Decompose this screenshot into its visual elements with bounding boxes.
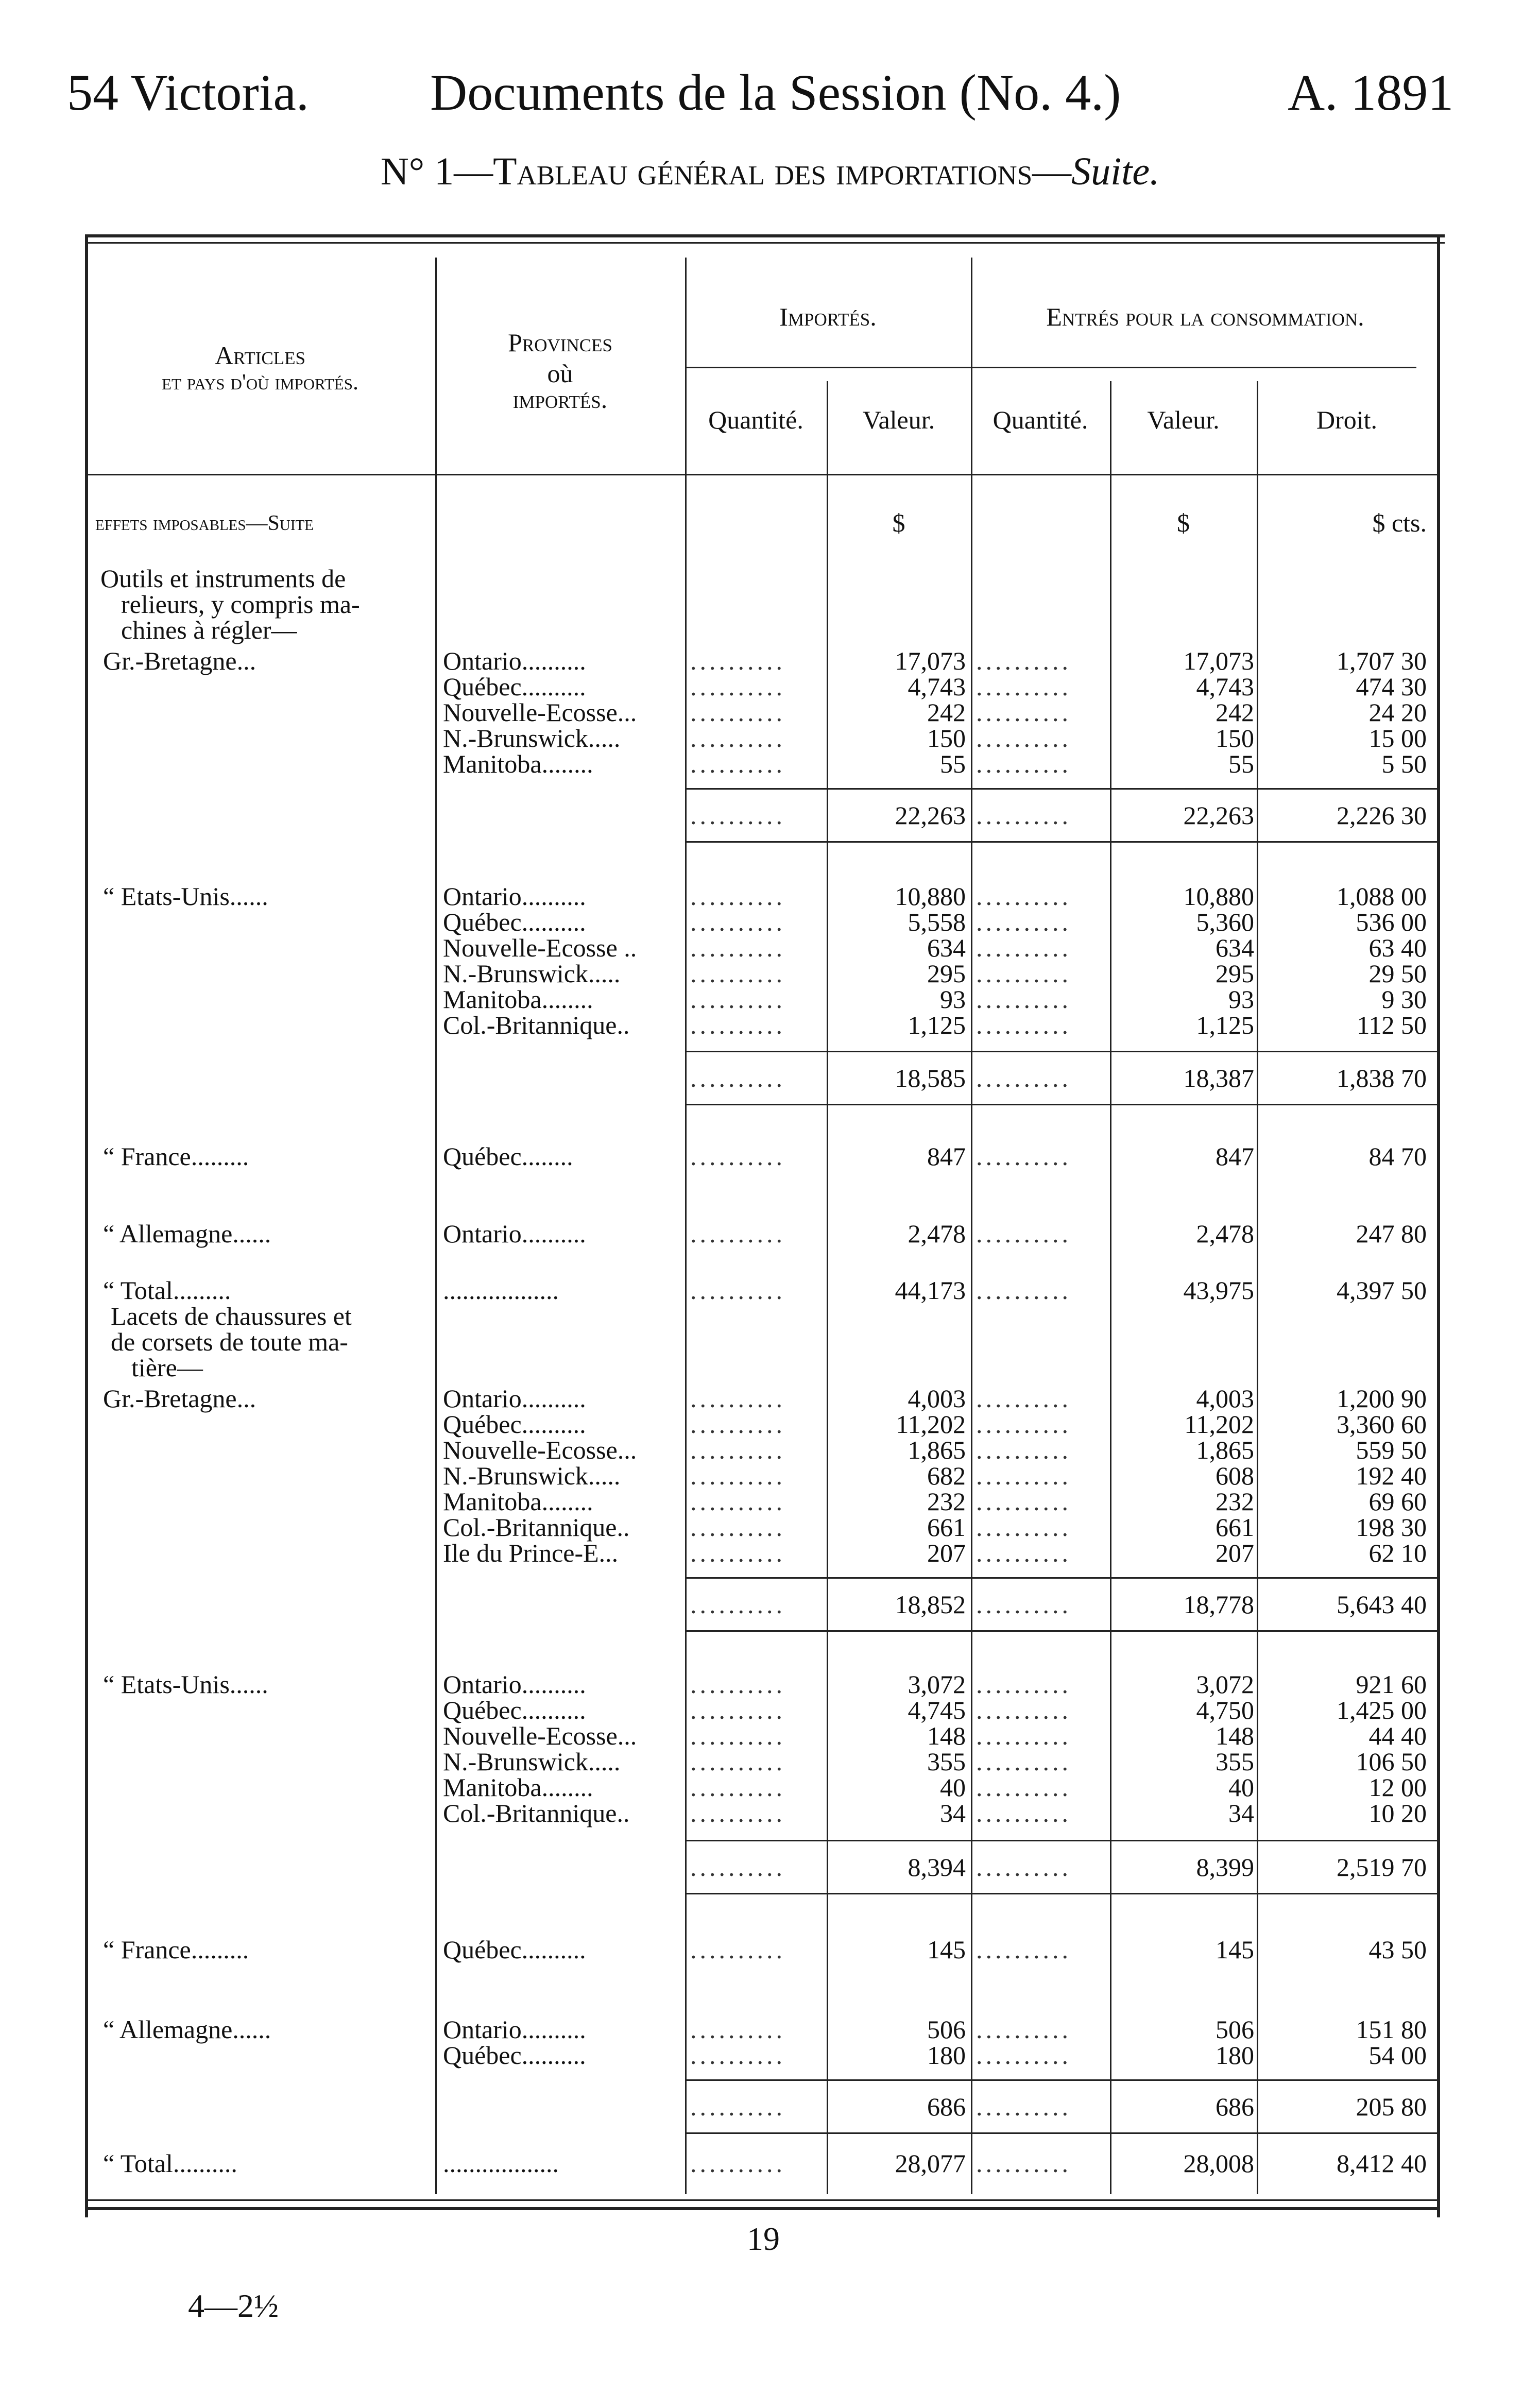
leader-dots-qty-imported: .......... (690, 2149, 785, 2178)
col-header-provinces-3: importés. (512, 385, 608, 414)
leader-dots-qty-entered: .......... (976, 1590, 1071, 1619)
subtotal-rule-bottom (685, 1630, 971, 1632)
row-value-entered: 40 (1228, 1773, 1254, 1802)
leader-dots-qty-entered: .......... (976, 1064, 1071, 1092)
row-value-imported: 22,263 (895, 801, 966, 830)
row-value-entered: 150 (1216, 724, 1254, 753)
table-title-text: Tableau général des importations— (493, 150, 1072, 193)
row-province: Ontario.......... (443, 646, 586, 675)
row-value-entered: 4,003 (1196, 1384, 1254, 1413)
row-value-entered: 10,880 (1183, 882, 1254, 911)
leader-dots-qty-entered: .......... (976, 959, 1071, 988)
leader-dots-qty-entered: .......... (976, 2092, 1071, 2121)
leader-dots-qty-entered: .......... (976, 985, 1071, 1014)
row-value-entered: 1,125 (1196, 1011, 1254, 1039)
row-country: Gr.-Bretagne... (103, 1384, 256, 1413)
leader-dots-qty-entered: .......... (976, 1011, 1071, 1039)
article-1-line-2: relieurs, y compris ma- (121, 590, 360, 619)
leader-dots-qty-imported: .......... (690, 698, 785, 727)
row-value-imported: 148 (927, 1721, 966, 1750)
subtotal-rule-bottom (685, 841, 971, 843)
row-province: Québec.......... (443, 1696, 586, 1724)
leader-dots-qty-imported: .......... (690, 882, 785, 911)
col-rule-5 (1110, 381, 1111, 2194)
table-title-suffix: Suite. (1071, 150, 1160, 193)
subtotal-rule-bottom (685, 2132, 971, 2134)
row-duty: 559 50 (1356, 1436, 1427, 1464)
signature-mark: 4—2½ (188, 2287, 279, 2324)
article-1-line-3: chines à régler— (121, 616, 297, 644)
leader-dots-qty-entered: .......... (976, 801, 1071, 830)
leader-dots-qty-entered: .......... (976, 1747, 1071, 1776)
row-value-entered: 2,478 (1196, 1219, 1254, 1248)
leader-dots-qty-imported: .......... (690, 801, 785, 830)
row-province: Ontario.......... (443, 1384, 586, 1413)
leader-dots-qty-entered: .......... (976, 933, 1071, 962)
row-duty: 474 30 (1356, 672, 1427, 701)
row-province: Québec.......... (443, 1935, 586, 1964)
row-value-imported: 8,394 (908, 1853, 966, 1882)
leader-dots-qty-imported: .......... (690, 1461, 785, 1490)
row-duty: 3,360 60 (1337, 1410, 1427, 1439)
row-value-entered: 686 (1216, 2092, 1254, 2121)
subtotal-rule (685, 2079, 971, 2081)
leader-dots-qty-imported: .......... (690, 1935, 785, 1964)
row-duty: 4,397 50 (1337, 1276, 1427, 1305)
row-country: Gr.-Bretagne... (103, 646, 256, 675)
row-value-imported: 10,880 (895, 882, 966, 911)
col-header-provinces-1: Provinces (508, 328, 612, 357)
subtotal-rule (971, 1051, 1437, 1052)
leader-dots-qty-imported: .......... (690, 1142, 785, 1171)
row-duty: 5 50 (1381, 749, 1427, 778)
row-duty: 2,226 30 (1337, 801, 1427, 830)
row-value-imported: 34 (940, 1799, 966, 1827)
leader-dots-qty-entered: .......... (976, 1670, 1071, 1699)
leader-dots-qty-imported: .......... (690, 1539, 785, 1567)
row-value-imported: 55 (940, 749, 966, 778)
row-value-imported: 3,072 (908, 1670, 966, 1699)
col-header-quantite-ent: Quantité. (993, 405, 1088, 434)
leader-dots-qty-entered: .......... (976, 1513, 1071, 1542)
row-value-imported: 686 (927, 2092, 966, 2121)
row-duty: 192 40 (1356, 1461, 1427, 1490)
row-province: Québec........ (443, 1142, 573, 1171)
leader-dots-qty-imported: .......... (690, 985, 785, 1014)
leader-dots-qty-entered: .......... (976, 1219, 1071, 1248)
subtotal-rule-bottom (685, 1104, 971, 1105)
leader-dots-qty-entered: .......... (976, 1410, 1071, 1439)
row-duty: 1,838 70 (1337, 1064, 1427, 1092)
row-duty: 5,643 40 (1337, 1590, 1427, 1619)
leader-dots-qty-entered: .......... (976, 1799, 1071, 1827)
row-value-entered: 17,073 (1183, 646, 1254, 675)
col-header-importes: Importés. (779, 302, 877, 331)
right-rule (1437, 234, 1440, 2217)
row-province: N.-Brunswick..... (443, 724, 621, 753)
leader-dots-qty-imported: .......... (690, 1670, 785, 1699)
row-country: “ Etats-Unis...... (103, 882, 268, 911)
row-province: Ontario.......... (443, 1219, 586, 1248)
col-rule-1 (435, 258, 437, 2194)
leader-dots-qty-imported: .......... (690, 1219, 785, 1248)
row-province: .................. (443, 2149, 559, 2178)
row-value-imported: 506 (927, 2015, 966, 2044)
row-duty: 2,519 70 (1337, 1853, 1427, 1882)
leader-dots-qty-entered: .......... (976, 1773, 1071, 1802)
leader-dots-qty-imported: .......... (690, 672, 785, 701)
row-province: N.-Brunswick..... (443, 1747, 621, 1776)
leader-dots-qty-entered: .......... (976, 672, 1071, 701)
row-province: Québec.......... (443, 908, 586, 936)
header-bottom-rule (85, 474, 1440, 475)
row-duty: 62 10 (1368, 1539, 1427, 1567)
row-province: Nouvelle-Ecosse... (443, 1721, 637, 1750)
row-value-entered: 43,975 (1183, 1276, 1254, 1305)
leader-dots-qty-entered: .......... (976, 1853, 1071, 1882)
leader-dots-qty-imported: .......... (690, 1011, 785, 1039)
row-value-imported: 661 (927, 1513, 966, 1542)
row-value-entered: 22,263 (1183, 801, 1254, 830)
subtotal-rule-bottom (971, 1893, 1437, 1894)
row-value-imported: 5,558 (908, 908, 966, 936)
leader-dots-qty-imported: .......... (690, 1799, 785, 1827)
row-province: Québec.......... (443, 1410, 586, 1439)
unit-valeur-imp: $ (892, 508, 905, 537)
top-rule-inner (85, 242, 1445, 244)
row-value-imported: 295 (927, 959, 966, 988)
row-duty: 44 40 (1368, 1721, 1427, 1750)
row-value-imported: 847 (927, 1142, 966, 1171)
row-value-entered: 55 (1228, 749, 1254, 778)
col-header-articles-1: Articles (215, 341, 305, 370)
row-province: Ontario.......... (443, 1670, 586, 1699)
leader-dots-qty-entered: .......... (976, 1539, 1071, 1567)
row-value-entered: 634 (1216, 933, 1254, 962)
leader-dots-qty-entered: .......... (976, 1436, 1071, 1464)
subtotal-rule-bottom (685, 1893, 971, 1894)
subtotal-rule-bottom (971, 1104, 1437, 1105)
leader-dots-qty-imported: .......... (690, 1590, 785, 1619)
running-head-center: Documents de la Session (No. 4.) (430, 64, 1121, 121)
leader-dots-qty-entered: .......... (976, 1461, 1071, 1490)
row-province: Nouvelle-Ecosse... (443, 1436, 637, 1464)
row-duty: 8,412 40 (1337, 2149, 1427, 2178)
leader-dots-qty-entered: .......... (976, 1276, 1071, 1305)
row-value-imported: 93 (940, 985, 966, 1014)
row-value-imported: 4,743 (908, 672, 966, 701)
row-country: “ Allemagne...... (103, 2015, 271, 2044)
row-value-entered: 3,072 (1196, 1670, 1254, 1699)
col-rule-3 (827, 381, 828, 2194)
leader-dots-qty-imported: .......... (690, 908, 785, 936)
row-value-imported: 634 (927, 933, 966, 962)
leader-dots-qty-entered: .......... (976, 1935, 1071, 1964)
article-2-line-1: Lacets de chaussures et (111, 1302, 352, 1330)
row-province: Manitoba........ (443, 1773, 593, 1802)
row-value-imported: 242 (927, 698, 966, 727)
leader-dots-qty-imported: .......... (690, 1513, 785, 1542)
row-value-imported: 180 (927, 2041, 966, 2070)
row-value-imported: 207 (927, 1539, 966, 1567)
running-head-right: A. 1891 (1288, 64, 1454, 121)
leader-dots-qty-entered: .......... (976, 1384, 1071, 1413)
row-value-imported: 232 (927, 1487, 966, 1516)
row-value-entered: 1,865 (1196, 1436, 1254, 1464)
row-value-entered: 8,399 (1196, 1853, 1254, 1882)
row-duty: 151 80 (1356, 2015, 1427, 2044)
row-value-entered: 295 (1216, 959, 1254, 988)
row-value-entered: 18,778 (1183, 1590, 1254, 1619)
row-value-entered: 4,743 (1196, 672, 1254, 701)
row-province: Ontario.......... (443, 2015, 586, 2044)
subtotal-rule (971, 788, 1437, 790)
row-value-entered: 608 (1216, 1461, 1254, 1490)
subtotal-rule (685, 1051, 971, 1052)
subtotal-rule (685, 788, 971, 790)
row-duty: 84 70 (1368, 1142, 1427, 1171)
row-value-imported: 150 (927, 724, 966, 753)
row-duty: 29 50 (1368, 959, 1427, 988)
leader-dots-qty-entered: .......... (976, 2041, 1071, 2070)
row-duty: 54 00 (1368, 2041, 1427, 2070)
row-value-entered: 180 (1216, 2041, 1254, 2070)
leader-dots-qty-entered: .......... (976, 1696, 1071, 1724)
row-country: “ France......... (103, 1142, 249, 1171)
leader-dots-qty-imported: .......... (690, 749, 785, 778)
row-value-entered: 506 (1216, 2015, 1254, 2044)
row-province: Manitoba........ (443, 985, 593, 1014)
leader-dots-qty-imported: .......... (690, 724, 785, 753)
section-label (95, 512, 314, 534)
col-rule-2 (685, 258, 687, 2194)
row-province: Nouvelle-Ecosse... (443, 698, 637, 727)
row-province: N.-Brunswick..... (443, 1461, 621, 1490)
row-duty: 1,425 00 (1337, 1696, 1427, 1724)
row-value-imported: 4,745 (908, 1696, 966, 1724)
subheader-rule (685, 367, 1416, 368)
row-value-imported: 1,865 (908, 1436, 966, 1464)
unit-valeur-ent: $ (1177, 508, 1190, 537)
row-value-imported: 2,478 (908, 1219, 966, 1248)
row-duty: 921 60 (1356, 1670, 1427, 1699)
row-value-imported: 1,125 (908, 1011, 966, 1039)
subtotal-rule (971, 2079, 1437, 2081)
leader-dots-qty-imported: .......... (690, 2015, 785, 2044)
row-value-imported: 40 (940, 1773, 966, 1802)
row-value-imported: 18,852 (895, 1590, 966, 1619)
row-value-entered: 34 (1228, 1799, 1254, 1827)
section-label-text: effets imposables—Suite (95, 511, 314, 535)
leader-dots-qty-entered: .......... (976, 749, 1071, 778)
col-header-valeur-imp: Valeur. (862, 405, 935, 434)
row-value-entered: 145 (1216, 1935, 1254, 1964)
row-value-entered: 28,008 (1183, 2149, 1254, 2178)
row-value-imported: 11,202 (896, 1410, 966, 1439)
leader-dots-qty-imported: .......... (690, 1747, 785, 1776)
leader-dots-qty-imported: .......... (690, 1696, 785, 1724)
row-value-entered: 4,750 (1196, 1696, 1254, 1724)
row-province: Nouvelle-Ecosse .. (443, 933, 637, 962)
row-duty: 10 20 (1368, 1799, 1427, 1827)
row-country: “ Total.......... (103, 2149, 237, 2178)
leader-dots-qty-imported: .......... (690, 1773, 785, 1802)
top-rule (85, 234, 1445, 237)
leader-dots-qty-imported: .......... (690, 1487, 785, 1516)
leader-dots-qty-imported: .......... (690, 1410, 785, 1439)
row-duty: 112 50 (1357, 1011, 1427, 1039)
row-duty: 12 00 (1368, 1773, 1427, 1802)
leader-dots-qty-entered: .......... (976, 2015, 1071, 2044)
row-value-entered: 5,360 (1196, 908, 1254, 936)
row-duty: 536 00 (1356, 908, 1427, 936)
subtotal-rule (685, 1840, 971, 1841)
table-number: N° 1— (380, 150, 493, 193)
row-duty: 43 50 (1368, 1935, 1427, 1964)
leader-dots-qty-imported: .......... (690, 1276, 785, 1305)
row-value-entered: 242 (1216, 698, 1254, 727)
unit-droit: $ cts. (1372, 508, 1427, 537)
col-header-articles-2: et pays d'où importés. (162, 369, 358, 395)
left-rule (85, 234, 88, 2217)
subtotal-rule-bottom (971, 1630, 1437, 1632)
row-duty: 247 80 (1356, 1219, 1427, 1248)
leader-dots-qty-entered: .......... (976, 1487, 1071, 1516)
row-duty: 198 30 (1356, 1513, 1427, 1542)
col-header-provinces-2: où (547, 359, 573, 388)
table-title (0, 149, 1540, 194)
row-province: .................. (443, 1276, 559, 1305)
row-province: Manitoba........ (443, 1487, 593, 1516)
leader-dots-qty-imported: .......... (690, 1721, 785, 1750)
leader-dots-qty-imported: .......... (690, 959, 785, 988)
row-value-imported: 4,003 (908, 1384, 966, 1413)
row-province: Col.-Britannique.. (443, 1011, 630, 1039)
row-value-entered: 148 (1216, 1721, 1254, 1750)
leader-dots-qty-imported: .......... (690, 646, 785, 675)
col-header-valeur-ent: Valeur. (1147, 405, 1220, 434)
col-header-entres: Entrés pour la consommation. (1046, 302, 1364, 331)
leader-dots-qty-imported: .......... (690, 1384, 785, 1413)
row-value-imported: 28,077 (895, 2149, 966, 2178)
subtotal-rule (971, 1577, 1437, 1579)
row-duty: 15 00 (1368, 724, 1427, 753)
row-province: Col.-Britannique.. (443, 1799, 630, 1827)
row-duty: 1,707 30 (1337, 646, 1427, 675)
row-province: Ile du Prince-E... (443, 1539, 619, 1567)
row-value-entered: 355 (1216, 1747, 1254, 1776)
leader-dots-qty-entered: .......... (976, 882, 1071, 911)
row-value-entered: 207 (1216, 1539, 1254, 1567)
bottom-rule-inner (85, 2199, 1440, 2201)
row-province: Québec.......... (443, 672, 586, 701)
bottom-rule (85, 2207, 1440, 2210)
col-header-droit: Droit. (1316, 405, 1378, 434)
running-head-left: 54 Victoria. (67, 64, 309, 121)
subtotal-rule (685, 1577, 971, 1579)
leader-dots-qty-entered: .......... (976, 2149, 1071, 2178)
row-duty: 24 20 (1368, 698, 1427, 727)
subtotal-rule (971, 1840, 1437, 1841)
leader-dots-qty-entered: .......... (976, 908, 1071, 936)
row-duty: 63 40 (1368, 933, 1427, 962)
leader-dots-qty-entered: .......... (976, 724, 1071, 753)
row-duty: 69 60 (1368, 1487, 1427, 1516)
row-duty: 205 80 (1356, 2092, 1427, 2121)
row-value-entered: 18,387 (1183, 1064, 1254, 1092)
row-province: Col.-Britannique.. (443, 1513, 630, 1542)
row-value-entered: 11,202 (1184, 1410, 1254, 1439)
row-value-imported: 355 (927, 1747, 966, 1776)
row-duty: 1,200 90 (1337, 1384, 1427, 1413)
row-country: “ Total......... (103, 1276, 231, 1305)
row-value-entered: 661 (1216, 1513, 1254, 1542)
leader-dots-qty-imported: .......... (690, 1853, 785, 1882)
leader-dots-qty-imported: .......... (690, 2041, 785, 2070)
leader-dots-qty-imported: .......... (690, 2092, 785, 2121)
col-header-quantite-imp: Quantité. (708, 405, 803, 434)
page-number: 19 (747, 2220, 780, 2257)
row-value-imported: 44,173 (895, 1276, 966, 1305)
row-value-imported: 18,585 (895, 1064, 966, 1092)
article-2-line-2: de corsets de toute ma- (111, 1327, 348, 1356)
row-value-imported: 682 (927, 1461, 966, 1490)
leader-dots-qty-imported: .......... (690, 1064, 785, 1092)
leader-dots-qty-imported: .......... (690, 933, 785, 962)
article-1-line-1: Outils et instruments de (100, 564, 346, 593)
leader-dots-qty-entered: .......... (976, 1721, 1071, 1750)
row-value-entered: 232 (1216, 1487, 1254, 1516)
article-2-line-3: tière— (131, 1353, 203, 1382)
col-rule-6 (1257, 381, 1258, 2194)
leader-dots-qty-entered: .......... (976, 1142, 1071, 1171)
row-country: “ Allemagne...... (103, 1219, 271, 1248)
col-rule-4 (971, 258, 972, 2194)
row-duty: 1,088 00 (1337, 882, 1427, 911)
subtotal-rule-bottom (971, 2132, 1437, 2134)
row-value-imported: 17,073 (895, 646, 966, 675)
leader-dots-qty-entered: .......... (976, 646, 1071, 675)
row-province: Québec.......... (443, 2041, 586, 2070)
row-province: Manitoba........ (443, 749, 593, 778)
row-duty: 9 30 (1381, 985, 1427, 1014)
row-value-imported: 145 (927, 1935, 966, 1964)
row-country: “ Etats-Unis...... (103, 1670, 268, 1699)
row-province: N.-Brunswick..... (443, 959, 621, 988)
subtotal-rule-bottom (971, 841, 1437, 843)
leader-dots-qty-imported: .......... (690, 1436, 785, 1464)
leader-dots-qty-entered: .......... (976, 698, 1071, 727)
row-province: Ontario.......... (443, 882, 586, 911)
row-duty: 106 50 (1356, 1747, 1427, 1776)
row-value-entered: 847 (1216, 1142, 1254, 1171)
row-value-entered: 93 (1228, 985, 1254, 1014)
row-country: “ France......... (103, 1935, 249, 1964)
